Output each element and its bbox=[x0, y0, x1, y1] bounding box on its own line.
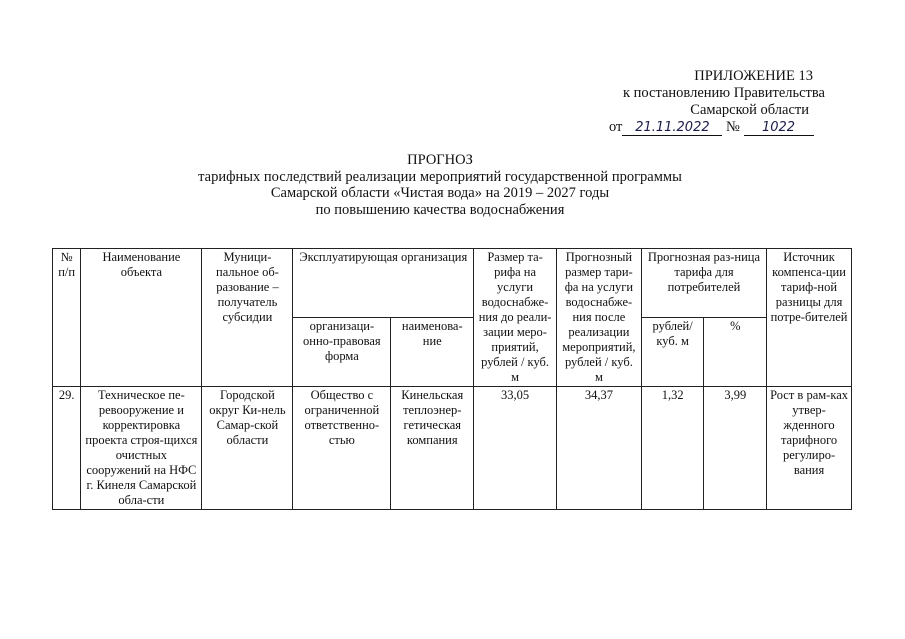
document-title bbox=[0, 152, 880, 218]
header-diff-rub: рублей/ куб. м bbox=[641, 318, 704, 387]
row-object: Техническое пе-ревооружение и корректировка проекта строя-щихся очистных сооружений на НФС г. Кинеля Самарской обла-сти bbox=[81, 387, 202, 510]
header-legal-form: организаци-онно-правовая форма bbox=[293, 318, 391, 387]
title-line-3: по повышению качества водоснабжения bbox=[315, 201, 565, 218]
header-source: Источник компенса-ции тариф-ной разницы для потре-бителей bbox=[767, 249, 852, 387]
header-municipality: Муници-пальное об-разование – получатель субсидии bbox=[202, 249, 293, 387]
row-source: Рост в рам-ках утвер-жденного тарифного регулиро-вания bbox=[767, 387, 852, 510]
header-diff: Прогнозная раз-ница тарифа для потребителей bbox=[641, 249, 766, 318]
header-tariff-before: Размер та-рифа на услуги водоснабже-ния до реали-зации меро-приятий, рублей / куб. м bbox=[474, 249, 557, 387]
title-heading: ПРОГНОЗ bbox=[407, 152, 473, 168]
handwritten-date: 21.11.2022 bbox=[622, 120, 722, 136]
number-prefix: № bbox=[726, 119, 740, 135]
table-row bbox=[53, 387, 852, 510]
appendix-region: Самарской области bbox=[690, 102, 809, 118]
header-object: Наименование объекта bbox=[81, 249, 202, 387]
appendix-decree-ref: к постановлению Правительства bbox=[623, 85, 825, 101]
row-legal-form: Общество с ограниченной ответственно-стью bbox=[293, 387, 391, 510]
header-operator-name: наименова-ние bbox=[391, 318, 474, 387]
row-diff-rub: 1,32 bbox=[641, 387, 704, 510]
appendix-block bbox=[565, 68, 825, 136]
header-diff-pct: % bbox=[704, 318, 767, 387]
forecast-table bbox=[52, 248, 852, 510]
title-line-1: тарифных последствий реализации мероприятий государственной программы bbox=[198, 168, 682, 185]
header-tariff-forecast: Прогнозный размер тари-фа на услуги водоснабже-ния после реализации мероприятий, рублей / куб. м bbox=[556, 249, 641, 387]
row-tariff-forecast: 34,37 bbox=[556, 387, 641, 510]
row-operator-name: Кинельская теплоэнер-гетическая компания bbox=[391, 387, 474, 510]
decree-date-number bbox=[565, 119, 825, 136]
row-diff-pct: 3,99 bbox=[704, 387, 767, 510]
appendix-number: ПРИЛОЖЕНИЕ 13 bbox=[694, 68, 813, 84]
title-line-2: Самарской области «Чистая вода» на 2019 – 2027 годы bbox=[270, 185, 610, 201]
handwritten-number: 1022 bbox=[744, 120, 814, 136]
header-row-1 bbox=[53, 249, 852, 318]
row-municipality: Городской округ Ки-нель Самар-ской области bbox=[202, 387, 293, 510]
row-num: 29. bbox=[53, 387, 81, 510]
header-operator: Эксплуатирующая организация bbox=[293, 249, 474, 318]
header-num: № п/п bbox=[53, 249, 81, 387]
row-tariff-before: 33,05 bbox=[474, 387, 557, 510]
date-prefix: от bbox=[609, 119, 623, 135]
